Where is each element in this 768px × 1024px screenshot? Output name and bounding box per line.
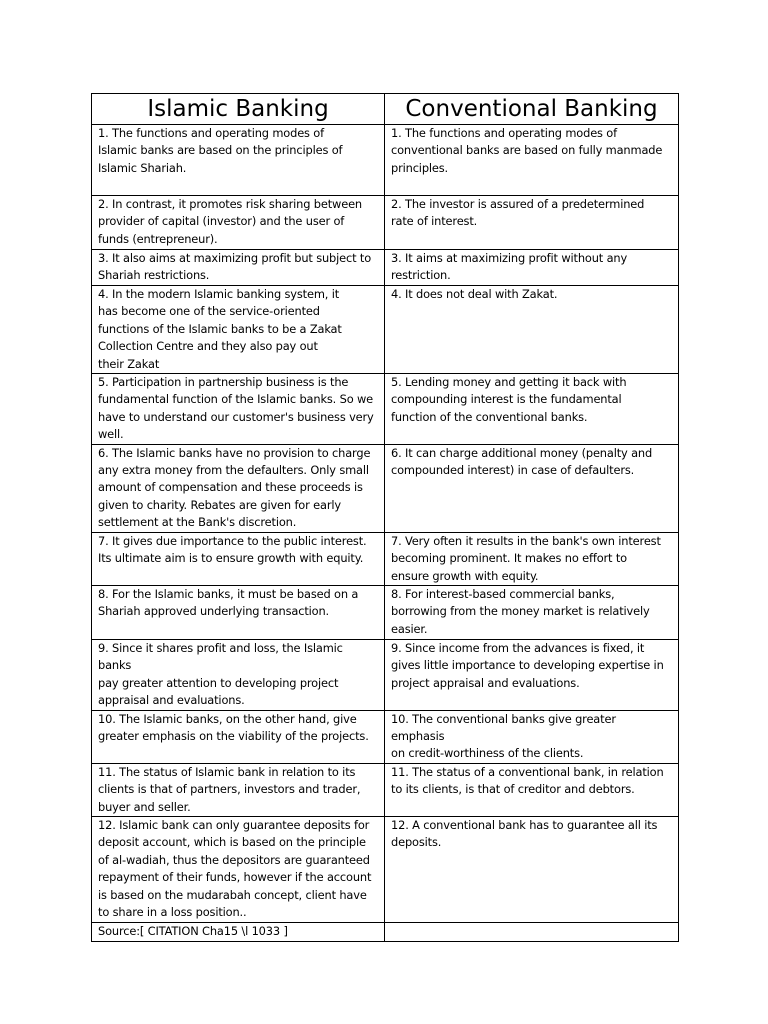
conventional-cell (385, 816, 679, 922)
conventional-cell (385, 532, 679, 585)
cell-text: 4. In the modern Islamic banking system, it has become one of the service-oriented functions of the Islamic banks to be a Zakat Collection Centre and they also pay out their Zakat (98, 287, 342, 371)
table-row (92, 374, 679, 445)
cell-text: 11. The status of a conventional bank, in relation to its clients, is that of creditor and debtors. (391, 764, 664, 797)
comparison-table (91, 93, 679, 942)
cell-text: 9. Since it shares profit and loss, the Islamic banks pay greater attention to developing project appraisal and evaluations. (98, 640, 343, 708)
cell-text: 1. The functions and operating modes of conventional banks are based on fully manmade principles. (391, 126, 663, 175)
islamic-cell (92, 286, 385, 374)
conventional-cell (385, 286, 679, 374)
header-row (92, 94, 679, 125)
cell-text: 7. Very often it results in the bank's own interest becoming prominent. It makes no effort to ensure growth with equity. (391, 533, 661, 583)
islamic-cell (92, 250, 385, 286)
table-row (92, 532, 679, 585)
islamic-cell (92, 532, 385, 585)
table-row (92, 444, 679, 532)
cell-text: 5. Lending money and getting it back with compounding interest is the fundamental function of the conventional banks. (391, 375, 627, 424)
islamic-cell (92, 374, 385, 445)
cell-text: 12. A conventional bank has to guarantee all its deposits. (391, 817, 658, 850)
cell-text: 8. For interest-based commercial banks, borrowing from the money market is relatively easier. (391, 586, 650, 636)
table-row (92, 763, 679, 816)
islamic-cell (92, 444, 385, 532)
conventional-cell (385, 639, 679, 710)
conventional-cell (385, 125, 679, 196)
cell-text: 5. Participation in partnership business is the fundamental function of the Islamic banks. So we have to understand our customer's business very well. (98, 375, 374, 442)
cell-text: 9. Since income from the advances is fixed, it gives little importance to developing expertise in project appraisal and evaluations. (391, 640, 664, 690)
islamic-cell (92, 639, 385, 710)
table-row (92, 585, 679, 639)
cell-text: 1. The functions and operating modes of Islamic banks are based on the principles of Islamic Shariah. (98, 126, 343, 175)
cell-text: 7. It gives due importance to the public interest. Its ultimate aim is to ensure growth with equity. (98, 533, 367, 566)
cell-text: 2. The investor is assured of a predetermined rate of interest. (391, 197, 645, 229)
conventional-cell (385, 585, 679, 639)
conventional-cell (385, 196, 679, 250)
islamic-cell (92, 585, 385, 639)
cell-text: 2. In contrast, it promotes risk sharing between provider of capital (investor) and the user of funds (entrepreneur). (98, 197, 362, 246)
header-islamic-banking: Islamic Banking (92, 94, 385, 125)
cell-text: 6. The Islamic banks have no provision to charge any extra money from the defaulters. Only small amount of compensation and these proceeds is given to charity. Rebates are given for early settlement at the Bank's discretion. (98, 445, 371, 530)
source-empty-cell (385, 922, 679, 941)
cell-text: 3. It aims at maximizing profit without any restriction. (391, 251, 628, 283)
cell-text: 11. The status of Islamic bank in relation to its clients is that of partners, investors and trader, buyer and seller. (98, 764, 361, 814)
table-row (92, 250, 679, 286)
conventional-cell (385, 710, 679, 763)
table-row (92, 639, 679, 710)
cell-text: 4. It does not deal with Zakat. (391, 287, 558, 301)
table-row (92, 286, 679, 374)
cell-text: 10. The Islamic banks, on the other hand, give greater emphasis on the viability of the projects. (98, 711, 369, 743)
cell-text: 8. For the Islamic banks, it must be based on a Shariah approved underlying transaction. (98, 586, 359, 619)
islamic-cell (92, 125, 385, 196)
cell-text: 3. It also aims at maximizing profit but subject to Shariah restrictions. (98, 251, 372, 283)
islamic-cell (92, 196, 385, 250)
cell-text: 10. The conventional banks give greater emphasis on credit-worthiness of the clients. (391, 711, 616, 761)
header-conventional-banking: Conventional Banking (385, 94, 679, 125)
source-row (92, 922, 679, 941)
islamic-cell (92, 816, 385, 922)
table-row (92, 816, 679, 922)
cell-text: 6. It can charge additional money (penalty and compounded interest) in case of defaulters. (391, 445, 653, 478)
source-citation: Source:[ CITATION Cha15 \l 1033 ] (92, 922, 385, 941)
conventional-cell (385, 374, 679, 445)
table-row (92, 196, 679, 250)
table-row (92, 125, 679, 196)
islamic-cell (92, 710, 385, 763)
islamic-cell (92, 763, 385, 816)
table-row (92, 710, 679, 763)
conventional-cell (385, 444, 679, 532)
cell-text: 12. Islamic bank can only guarantee deposits for deposit account, which is based on the principle of al-wadiah, thus the depositors are guaranteed repayment of their funds, however if the account is based on the mudarabah concept, client have to share in a loss position.. (98, 817, 372, 919)
conventional-cell (385, 763, 679, 816)
conventional-cell (385, 250, 679, 286)
